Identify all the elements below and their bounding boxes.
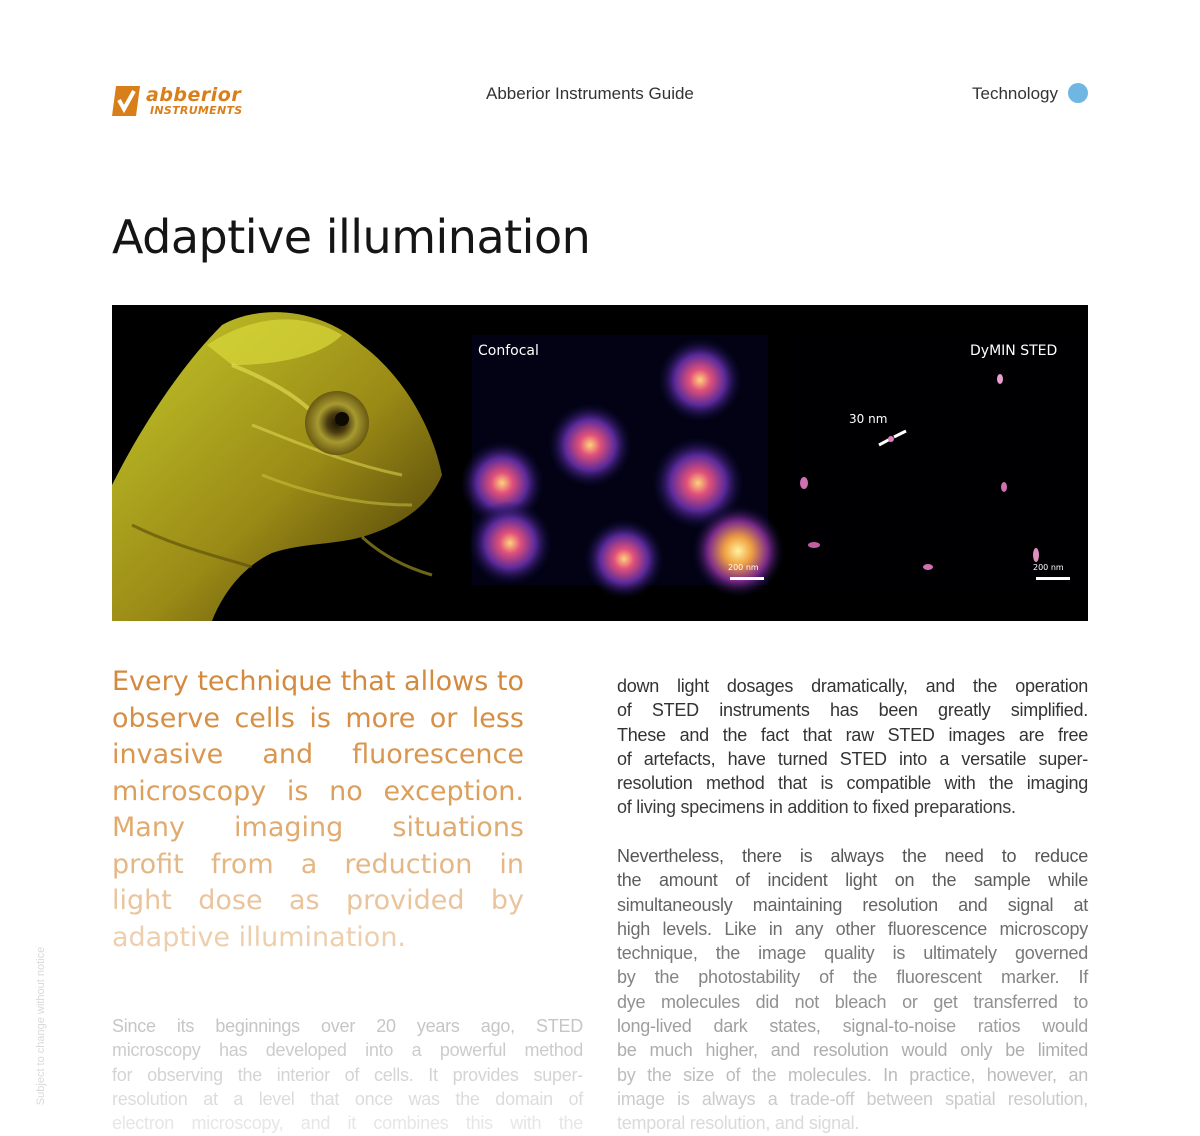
sted-scale-label: 200 nm	[1033, 563, 1064, 572]
lead-line: invasive and fluorescence	[112, 739, 524, 770]
body-line: the amount of incident light on the sample while	[617, 870, 1088, 891]
section-dot-icon	[1068, 83, 1088, 103]
body-line: temporal resolution, and signal.	[617, 1113, 860, 1134]
side-note: Subject to change without notice	[35, 946, 48, 1106]
lead-line: adaptive illumination.	[112, 921, 407, 953]
lead-line: Every technique that allows to	[112, 666, 524, 697]
page-title: Adaptive illumination	[112, 210, 591, 264]
body-line: electron microscopy, and it combines this with the	[112, 1113, 583, 1134]
logo-wordmark: abberior	[146, 84, 242, 106]
hero-graphic	[112, 305, 1088, 621]
abberior-logo[interactable]	[112, 84, 282, 124]
chameleon-illustration	[112, 312, 442, 621]
lead-line: light dose as provided by	[112, 885, 524, 916]
body-line: long-lived dark states, signal-to-noise ratios would	[617, 1016, 1088, 1037]
distance-label: 30 nm	[849, 412, 888, 426]
body-line: These and the fact that raw STED images are free	[617, 724, 1088, 745]
body-line: of artefacts, have turned STED into a versatile super-	[617, 748, 1088, 769]
lead-paragraph	[112, 664, 524, 956]
body-line: image is always a trade-off between spatial resolution,	[617, 1088, 1088, 1109]
body-line: by the size of the molecules. In practice, however, an	[617, 1064, 1088, 1085]
logo-check-icon	[112, 84, 142, 118]
body-line: of STED instruments has been greatly simplified.	[617, 700, 1088, 721]
body-line: Since its beginnings over 20 years ago, STED	[112, 1016, 583, 1036]
body-line: resolution at a level that once was the domain of	[112, 1088, 583, 1109]
body-line: resolution method that is compatible with the imaging	[617, 773, 1088, 794]
lead-line: observe cells is more or less	[112, 702, 524, 734]
page-header	[112, 78, 1088, 118]
lead-line: Many imaging situations	[112, 812, 524, 843]
confocal-label: Confocal	[478, 343, 539, 359]
logo-subtitle: INSTRUMENTS	[150, 104, 243, 117]
sted-panel	[792, 335, 1084, 587]
confocal-scale-label: 200 nm	[728, 563, 759, 572]
guide-title: Abberior Instruments Guide	[486, 84, 694, 103]
body-line: down light dosages dramatically, and the operation	[617, 676, 1088, 696]
body-line: be much higher, and resolution would only be limited	[617, 1040, 1088, 1061]
lead-line: microscopy is no exception.	[112, 775, 524, 807]
right-paragraph-1	[617, 674, 1088, 820]
body-line: dye molecules did not bleach or get transferred to	[617, 991, 1088, 1012]
section-tag: Technology	[971, 84, 1058, 103]
left-body-paragraph	[112, 1014, 583, 1135]
confocal-panel	[460, 335, 784, 599]
body-line: for observing the interior of cells. It provides super-	[112, 1064, 583, 1085]
right-paragraph-2	[617, 844, 1088, 1136]
body-line: simultaneously maintaining resolution and signal at	[617, 894, 1088, 915]
body-line: of living specimens in addition to fixed preparations.	[617, 797, 1016, 818]
lead-line: profit from a reduction in	[112, 848, 524, 880]
body-line: microscopy has developed into a powerful method	[112, 1040, 583, 1061]
hero-image	[112, 305, 1088, 621]
body-line: by the photostability of the fluorescent marker. If	[617, 967, 1088, 988]
sted-label: DyMIN STED	[970, 343, 1058, 359]
body-line: high levels. Like in any other fluorescence microscopy	[617, 918, 1088, 939]
body-line: technique, the image quality is ultimately governed	[617, 943, 1088, 964]
body-line: Nevertheless, there is always the need to reduce	[617, 846, 1088, 866]
